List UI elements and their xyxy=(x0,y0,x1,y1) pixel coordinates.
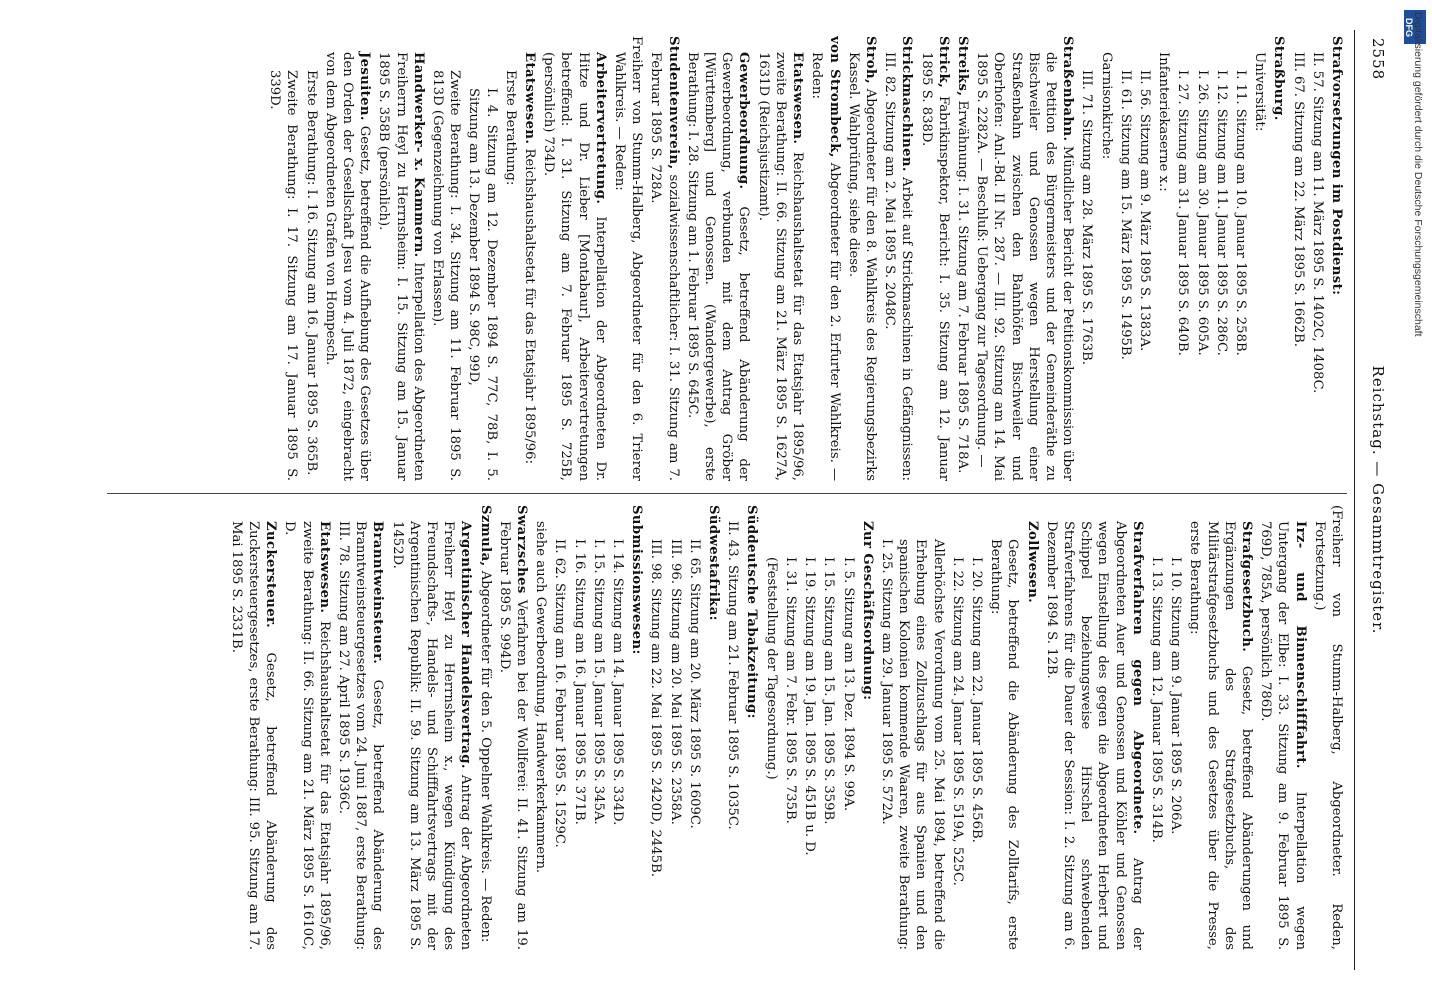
index-entry xyxy=(743,505,760,950)
left-column xyxy=(55,36,1345,481)
index-entry xyxy=(228,505,280,950)
page-header xyxy=(1354,30,1395,970)
index-entry xyxy=(917,36,951,481)
entry-text: sozialwissenschaftlicher: I. 31. Sitzung am 7. Februar 1895 S. 728A. xyxy=(648,52,681,481)
index-entry xyxy=(724,505,741,950)
index-entry xyxy=(878,505,947,950)
entry-text: Fabrikinspektor, Bericht: I. 35. Sitzung am 12. Januar 1895 S. 838D. xyxy=(918,52,951,481)
document-sheet xyxy=(45,30,1395,970)
index-entry xyxy=(1117,36,1134,481)
entry-text: II. 57. Sitzung am 11. März 1895 S. 1402C, 1408C. xyxy=(1309,52,1325,394)
index-entry xyxy=(1213,36,1230,481)
entry-text: I. 31. Sitzung am 7. Febr. 1895 S. 735B. xyxy=(782,557,798,824)
entry-text: Infanteriekaserne x.: xyxy=(1156,52,1172,192)
index-entry xyxy=(335,505,387,950)
index-entry xyxy=(1078,36,1095,481)
entry-text: Arbeit auf Strickmaschinen in Gefängnissen: III. 82. Sitzung am 2. Mai 1895 S. 2048C. xyxy=(882,52,915,481)
entry-heading: Strickmaschinen. xyxy=(899,36,915,172)
entry-text: II. 43. Sitzung am 21. Februar 1895 S. 1035C. xyxy=(725,521,741,830)
entry-text: Reichshaushaltsetat für das Etatsjahr 1895/96, zweite Berathung: II. 66. Sitzung am 21. März 1895 S. 1610C, D. xyxy=(282,521,332,950)
entry-text: III. 67. Sitzung am 22. März 1895 S. 1662B. xyxy=(1290,52,1306,347)
index-entry xyxy=(1043,505,1146,950)
index-entry xyxy=(647,36,681,481)
index-entry xyxy=(521,36,538,481)
entry-text: Gesetz, betreffend Abänderung des Branntweinsteuergesetzes vom 24. Juni 1887, erste Berathung: III. 78. Sitzung am 27. April 1895 S. 1936C. xyxy=(336,521,386,950)
index-entry xyxy=(1186,505,1255,950)
index-entry xyxy=(302,36,319,481)
index-entry xyxy=(808,36,842,481)
entry-text: Allerhöchste Verordnung vom 25. Mai 1894, betreffend die Erhebung eines Zollzuschlags für aus Spanien und den spanischen Kolonien kommende Waaren, zweite Berathung: I. 25. Sitzung am 29. Januar 1895 S. 572A. xyxy=(878,539,946,950)
entry-text: I. 15. Sitzung am 15. Januar 1895 S. 345A. xyxy=(590,539,606,825)
index-entry xyxy=(1309,36,1326,481)
index-entry xyxy=(820,505,837,950)
index-entry xyxy=(1136,36,1153,481)
index-entry xyxy=(611,36,645,481)
index-entry xyxy=(1270,36,1287,481)
entry-text: Verfahren bei der Wollferei: II. 41. Sitzung am 19. Februar 1895 S. 994D. xyxy=(496,521,530,950)
index-entry xyxy=(782,505,799,950)
entry-heading: Streiks, xyxy=(954,36,970,97)
index-entry xyxy=(881,36,915,481)
entry-heading: Strafvorsetzungen im Postdienst: xyxy=(1329,36,1344,296)
entry-text: Garnisonkirche: xyxy=(1098,52,1114,160)
index-entry xyxy=(755,36,807,481)
entry-text: Reichshaushaltsetat für das Etatsjahr 1895/96: xyxy=(522,148,538,465)
index-entry xyxy=(609,505,626,950)
index-entry xyxy=(1155,36,1172,481)
entry-heading: Süddeutsche Tabakzeitung: xyxy=(744,505,760,719)
index-entry xyxy=(590,505,607,950)
entry-heading: Jesuiten. xyxy=(357,52,373,121)
index-entry xyxy=(540,36,609,481)
entry-text: I. 14. Sitzung am 14. Januar 1895 S. 334D. xyxy=(610,539,626,826)
entry-heading: Branntweinsteuer. xyxy=(370,521,386,665)
index-entry xyxy=(1148,505,1165,950)
index-entry xyxy=(551,505,568,950)
index-entry xyxy=(686,505,703,950)
index-entry xyxy=(1023,505,1040,950)
index-entry xyxy=(429,36,463,481)
index-entry xyxy=(570,505,587,950)
index-entry xyxy=(949,505,966,950)
index-entry xyxy=(666,505,683,950)
entry-text: II. 65. Sitzung am 20. März 1895 S. 1609C. xyxy=(686,539,702,829)
entry-heading: Etatswesen. xyxy=(316,521,332,614)
entry-heading: Gewerbeordnung. xyxy=(736,52,752,190)
index-entry xyxy=(968,505,985,950)
entry-heading: Argentinischer Handelsvertrag. xyxy=(458,521,474,769)
running-title: Reichstag. — Gesammtregister. xyxy=(1369,365,1387,635)
entry-heading: Straßburg. xyxy=(1271,36,1287,121)
entry-text: Erste Berathung: I. 16. Sitzung am 16. Januar 1895 S. 365B. xyxy=(303,70,319,476)
digitization-credit xyxy=(1400,8,1430,993)
entry-heading: Zur Geschäftsordnung: xyxy=(859,521,875,701)
entry-text: Erwähnung: I. 31. Sitzung am 7. Februar 1895 S. 718A. xyxy=(954,100,970,474)
index-entry xyxy=(647,505,664,950)
index-entry xyxy=(801,505,818,950)
entry-text: I. 11. Sitzung am 10. Januar 1895 S. 258B. xyxy=(1232,70,1248,356)
index-entry xyxy=(1257,505,1309,950)
entry-text: Erste Berathung: xyxy=(502,70,518,186)
entry-text: Gesetz, betreffend Abänderung des Zuckersteuergesetzes, erste Berathung: III. 95. Sitzung am 17. Mai 1895 S. 2331B. xyxy=(228,521,279,950)
entry-text: Interpellation wegen Untergang der Elbe: I. 33. Sitzung am 9. Februar 1895 S. 769D, 785A, persönlich 786D. xyxy=(1258,521,1308,950)
index-entry xyxy=(859,505,876,950)
entry-heading: Strafverfahren gegen Abgeordnete. xyxy=(1129,521,1145,835)
index-entry xyxy=(476,505,493,950)
entry-text: Abgeordneter für den 8. Wahlkreis des Regierungsbezirks Kassel. Wahlprüfung, siehe diese. xyxy=(845,52,878,481)
entry-text: I. 13. Sitzung am 12. Januar 1895 S. 314B. xyxy=(1148,557,1164,843)
entry-heading: Arbeitervertretung. xyxy=(592,52,608,205)
index-entry xyxy=(987,505,1021,950)
credit-text: Digitalisierung gefördert durch die Deutsche Forschungsgemeinschaft xyxy=(1412,12,1424,337)
entry-heading: Stroh, xyxy=(862,36,878,84)
entry-heading: Szmula, xyxy=(477,505,493,567)
entry-text: siehe auch Gewerbeordnung, Handwerkerkammern. xyxy=(533,521,549,874)
index-entry xyxy=(281,505,333,950)
entry-text: II. 62. Sitzung am 16. Februar 1895 S. 1529C. xyxy=(552,539,568,848)
entry-text: Gesetz, betreffend Abänderungen und Ergänzungen des Strafgesetzbuchs, des Militärstrafgesetzbuchs und des Gesetzes über die Presse, erste Berathung: xyxy=(1187,521,1254,950)
entry-heading: Handwerker- x. Kammern. xyxy=(410,52,426,258)
index-entry xyxy=(1232,36,1249,481)
entry-heading: Irz- und Binnenschifffahrt. xyxy=(1292,521,1308,769)
entry-text: I. 19. Sitzung am 19. Jan. 1895 S. 451B u. D. xyxy=(802,557,818,856)
entry-text: III. 98. Sitzung am 22. Mai 1895 S. 2420D, 2445B. xyxy=(648,539,664,877)
index-entry xyxy=(705,505,722,950)
index-entry xyxy=(322,36,374,481)
entry-heading: Etatswesen. xyxy=(522,52,538,145)
index-entry xyxy=(973,36,1076,481)
entry-text: Interpellation des Abgeordneten Freiherrn Heyl zu Herrnsheim: I. 15. Sitzung am 15. Januar 1895 S. 358B (persönlich). xyxy=(376,52,426,481)
entry-heading: Etatswesen. xyxy=(790,52,806,145)
index-entry xyxy=(1251,36,1268,481)
index-entry xyxy=(845,36,879,481)
index-entry xyxy=(1097,36,1114,481)
entry-text: I. 22. Sitzung am 24. Januar 1895 S. 519A, 525C. xyxy=(949,557,965,886)
entry-text: Universität: xyxy=(1252,52,1268,132)
index-entry xyxy=(839,505,856,950)
index-entry xyxy=(502,36,519,481)
entry-heading: Submissionswesen: xyxy=(629,505,645,655)
entry-heading: Zollwesen. xyxy=(1024,521,1040,604)
column-divider xyxy=(107,493,1347,494)
right-column xyxy=(55,505,1345,950)
entry-text: Gesetz, betreffend Abänderung der Gewerbeordnung, verbunden mit dem Antrag Gröber [Württemberg] und Genossen. (Wandergewerbe), erste Berathung: I. 28. Sitzung am 1. Februar 1895 S. 645C. xyxy=(684,52,752,481)
entry-text: I. 10. Sitzung am 9. Januar 1895 S. 206A. xyxy=(1168,557,1184,835)
index-entry xyxy=(763,505,780,950)
entry-text: Freiherr von Stumm-Halberg, Abgeordneter für den 6. Trierer Wahlkreis. — Reden: xyxy=(612,36,645,481)
entry-text: Abgeordneter für den 5. Oppelner Wahlkreis. — Reden: xyxy=(477,570,493,943)
entry-text: II. 56. Sitzung am 9. März 1895 S. 1383A. xyxy=(1136,70,1152,352)
entry-text: (Freiherr von Stumm-Halberg, Abgeordneter. Reden, Fortsetzung.) xyxy=(1311,505,1344,950)
entry-text: Reichshaushaltsetat für das Etatsjahr 1895/96, zweite Berathung: II. 66. Sitzung am 21. März 1895 S. 1627A, 1631D (Reichsjustizamt). xyxy=(755,52,806,481)
index-entry xyxy=(465,36,499,481)
entry-heading: von Strombeck, xyxy=(826,36,842,158)
entry-text: I. 26. Sitzung am 30. Januar 1895 S. 605A. xyxy=(1194,70,1210,356)
entry-text: Gesetz, betreffend die Abänderung des Zolltarifs, erste Berathung: xyxy=(988,539,1021,950)
index-entry xyxy=(954,36,971,481)
entry-text: Zweite Berathung: I. 34. Sitzung am 11. Februar 1895 S. 813D (Gegenzeichnung von Erlassen). xyxy=(430,70,463,481)
entry-heading: Straßenbahn. xyxy=(1060,36,1076,142)
entry-heading: Strick, xyxy=(935,36,951,89)
entry-text: I. 12. Sitzung am 11. Januar 1895 S. 286C. xyxy=(1213,70,1229,356)
entry-text: I. 15. Sitzung am 15. Jan. 1895 S. 359B. xyxy=(821,557,837,825)
entry-heading: Zuckersteuer. xyxy=(263,521,279,629)
index-entry xyxy=(266,36,300,481)
index-entry xyxy=(628,505,645,950)
entry-text: Antrag der Abgeordneten Auer und Genossen und Köhler und Genossen wegen Einstellung des gegen die Abgeordneten Herbert und Schippel beziehungsweise Hirschel schwebenden Strafverfahrens für die Dauer der Session: I. 2. Sitzung am 6. Dezember 1894 S. 12B. xyxy=(1043,521,1145,950)
index-entry xyxy=(1328,36,1345,481)
index-entry xyxy=(1289,36,1306,481)
entry-text: Antrag der Abgeordneten Freiherr Heyl zu Herrnsheim x., wegen Kündigung des Freundschafts-, Handels- und Schifffahrtsvertrags mit der Argentinischen Republik: II. 59. Sitzung am 13. März 1895 S. 1452D. xyxy=(389,521,474,950)
page-number: 2558 xyxy=(1369,38,1387,81)
index-entry xyxy=(684,36,753,481)
entry-text: III. 71. Sitzung am 28. März 1895 S. 1763B. xyxy=(1079,70,1095,365)
entry-text: I. 27. Sitzung am 31. Januar 1895 S. 640B. xyxy=(1175,70,1191,356)
index-entry xyxy=(1311,505,1345,950)
entry-heading: Studentenverein, xyxy=(665,36,681,170)
index-entry xyxy=(496,505,530,950)
entry-text: I. 4. Sitzung am 12. Dezember 1894 S. 77C, 78B, I. 5. Sitzung am 13. Dezember 1894 S. 98C, 99D, xyxy=(466,88,499,481)
index-entry xyxy=(375,36,427,481)
entry-text: II. 61. Sitzung am 15. März 1895 S. 1495B. xyxy=(1117,70,1133,360)
entry-text: Mündlicher Bericht der Petitionskommission über die Petition des Bürgermeisters und der Gemeinderäthe zu Bischweiler und Genossen wegen Herstellung einer Straßenbahn zwischen den Bahnhöfen Bischweiler und Oberhofen: Anl.-Bd. II Nr. 287. — III. 92. Sitzung am 14. Mai 1895 S. 2282A. — Beschluß: Uebergang zur Tagesordnung. — xyxy=(974,52,1076,481)
entry-text: I. 5. Sitzung am 13. Dez. 1894 S. 99A. xyxy=(840,557,856,812)
dfg-logo: DFG xyxy=(1404,10,1426,44)
index-entry xyxy=(388,505,474,950)
entry-heading: Strafgesetzbuch. xyxy=(1238,521,1254,653)
entry-text: I. 16. Sitzung am 16. Januar 1895 S. 371B. xyxy=(571,539,587,825)
entry-text: Gesetz, betreffend die Aufhebung des Gesetzes über den Orden der Gesellschaft Jesu vom 4. Juli 1872, eingebracht von dem Abgeordneten Grafen von Hompesch. xyxy=(322,52,373,481)
entry-text: (Feststellung der Tagesordnung.) xyxy=(763,557,779,780)
entry-text: Interpellation der Abgeordneten Dr. Hitze und Dr. Lieber [Montabaur], Arbeitervertretungen betreffend: I. 31. Sitzung am 7. Februar 1895 S. 725B, (persönlich) 734D. xyxy=(541,52,608,481)
entry-text: Abgeordneter für den 2. Erfurter Wahlkreis. — Reden: xyxy=(809,52,842,481)
entry-text: Zweite Berathung: I. 17. Sitzung am 17. Januar 1895 S. 339D. xyxy=(267,70,300,481)
entry-text: III. 96. Sitzung am 20. Mai 1895 S. 2358A. xyxy=(667,539,683,825)
entry-heading: Swarzsches xyxy=(514,505,530,594)
index-entry xyxy=(1167,505,1184,950)
entry-heading: Südwestafrika: xyxy=(706,505,722,621)
index-entry xyxy=(1174,36,1191,481)
entry-text: I. 20. Sitzung am 22. Januar 1895 S. 456B. xyxy=(968,557,984,843)
index-entry xyxy=(1193,36,1210,481)
index-entry xyxy=(532,505,549,950)
